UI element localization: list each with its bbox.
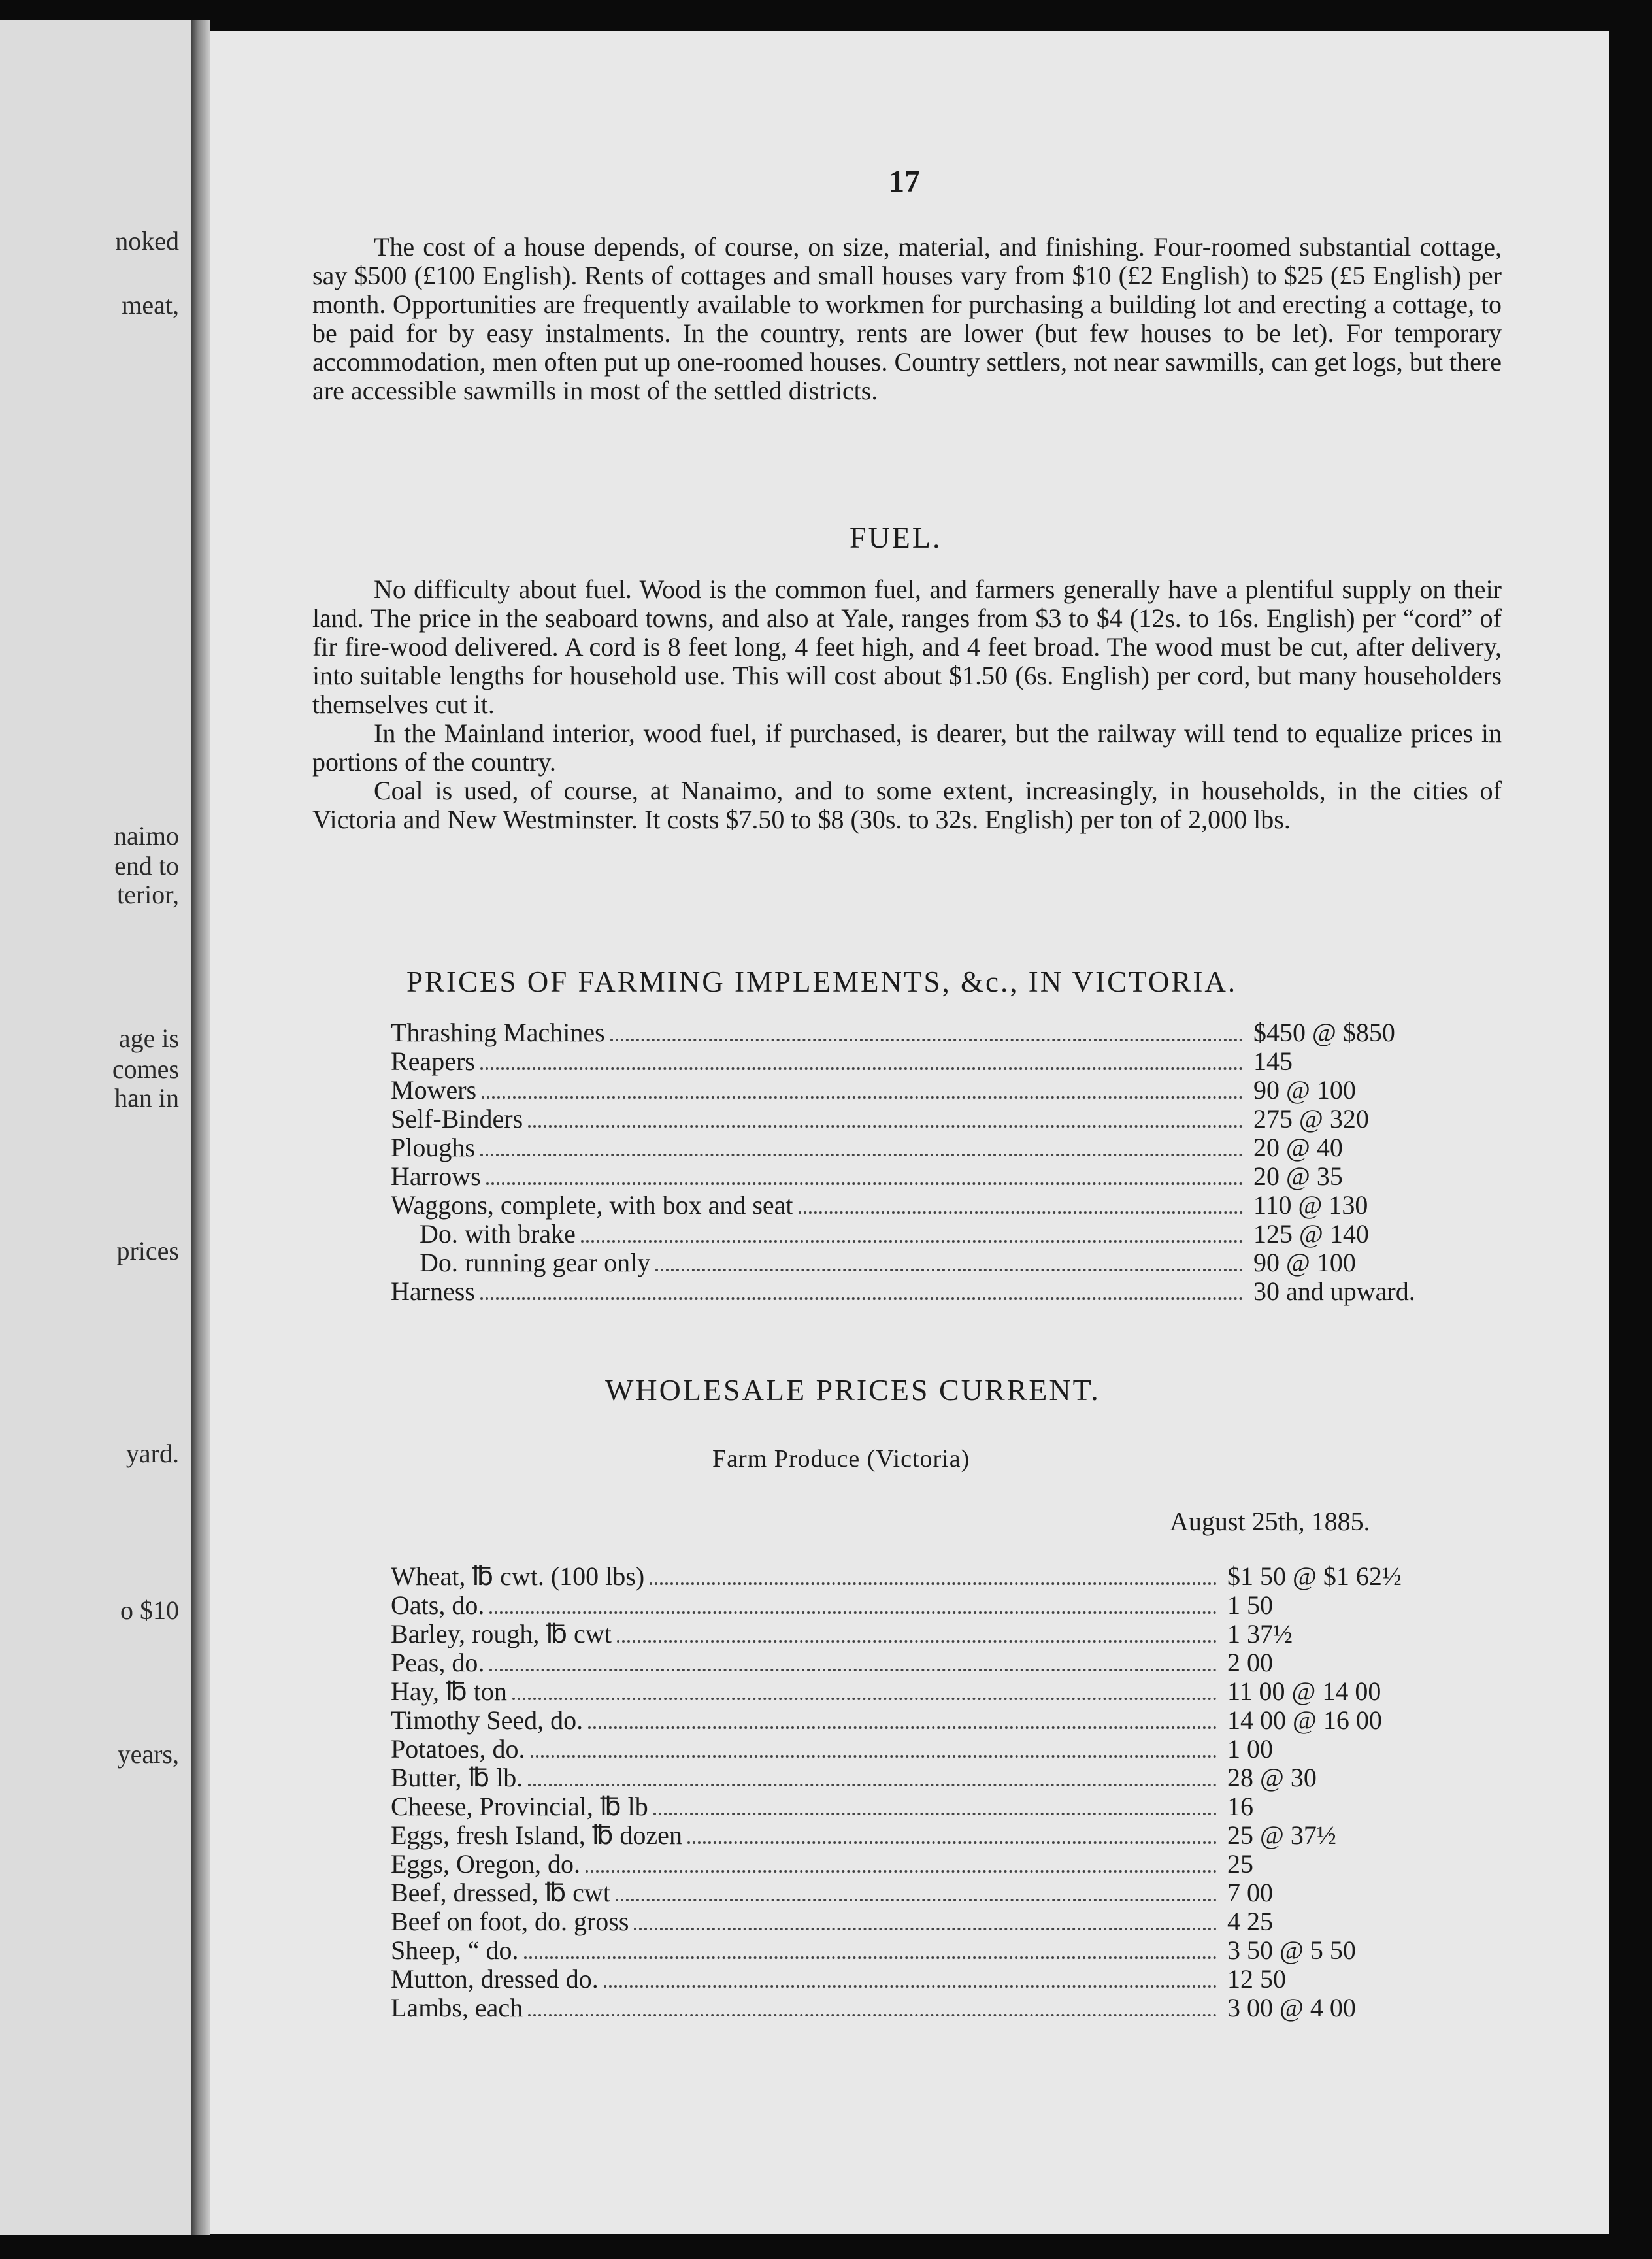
fuel-section xyxy=(312,575,1502,834)
item-label: Harness xyxy=(391,1277,475,1306)
price-row xyxy=(391,1647,1502,1676)
wholesale-date: August 25th, 1885. xyxy=(1170,1507,1370,1536)
item-label: Do. with brake xyxy=(420,1219,576,1248)
item-label: Mowers xyxy=(391,1075,477,1105)
item-label: Potatoes, do. xyxy=(391,1734,525,1764)
dot-leader xyxy=(528,1125,1243,1128)
dot-leader xyxy=(528,1784,1217,1786)
item-price: 3 50 @ 5 50 xyxy=(1227,1935,1356,1965)
item-label: Reapers xyxy=(391,1046,475,1076)
dot-leader xyxy=(687,1841,1217,1844)
left-page-fragment: meat, xyxy=(122,290,179,320)
left-page-fragment: han in xyxy=(114,1083,179,1113)
item-label: Timothy Seed, do. xyxy=(391,1705,584,1735)
implements-heading: PRICES OF FARMING IMPLEMENTS, &c., IN VICTORIA. xyxy=(406,965,1238,998)
item-label: Mutton, dressed do. xyxy=(391,1964,599,1994)
price-row xyxy=(391,1877,1502,1906)
dot-leader xyxy=(480,1297,1243,1300)
item-label: Wheat, ℔ cwt. (100 lbs) xyxy=(391,1562,645,1591)
item-label: Eggs, fresh Island, ℔ dozen xyxy=(391,1820,682,1850)
item-label: Do. running gear only xyxy=(420,1248,651,1277)
price-row xyxy=(391,1762,1502,1791)
price-row xyxy=(391,1046,1502,1075)
item-price: 16 xyxy=(1227,1792,1253,1821)
item-label: Beef, dressed, ℔ cwt xyxy=(391,1878,610,1907)
item-label: Cheese, Provincial, ℔ lb xyxy=(391,1792,648,1821)
dot-leader xyxy=(653,1813,1217,1815)
price-row xyxy=(391,1590,1502,1618)
item-price: 1 50 xyxy=(1227,1590,1273,1620)
left-page-fragment: prices xyxy=(116,1236,179,1265)
page-number: 17 xyxy=(889,164,920,199)
item-price: 145 xyxy=(1253,1046,1293,1076)
item-price: 14 00 @ 16 00 xyxy=(1227,1705,1382,1735)
price-row xyxy=(391,1103,1502,1132)
left-page-fragment: terior, xyxy=(116,880,179,909)
item-label: Beef on foot, do. gross xyxy=(391,1907,629,1936)
item-price: 25 @ 37½ xyxy=(1227,1820,1336,1850)
dot-leader xyxy=(480,1067,1243,1070)
dot-leader xyxy=(610,1039,1243,1041)
price-row xyxy=(391,1161,1502,1190)
fuel-heading: FUEL. xyxy=(850,521,942,554)
wholesale-subheading: Farm Produce (Victoria) xyxy=(712,1445,970,1473)
price-row xyxy=(391,1733,1502,1762)
price-row xyxy=(391,1017,1502,1046)
book-gutter xyxy=(191,20,210,2235)
price-row xyxy=(391,1849,1502,1877)
left-page-fragment: noked xyxy=(115,226,179,256)
item-label: Thrashing Machines xyxy=(391,1018,605,1047)
left-page-fragment: yard. xyxy=(125,1439,179,1468)
dot-leader xyxy=(650,1582,1217,1585)
price-row xyxy=(391,1247,1502,1276)
item-price: 2 00 xyxy=(1227,1648,1273,1677)
item-price: 275 @ 320 xyxy=(1253,1104,1369,1133)
left-page-fragment: end to xyxy=(114,851,179,880)
housing-paragraph xyxy=(312,233,1502,405)
fuel-paragraph: Coal is used, of course, at Nanaimo, and to some extent, increasingly, in households, in the cities of Victoria and New Westminster. It costs $7.50 to $8 (30s. to 32s. English) per ton of 2,000 lbs. xyxy=(312,776,1502,834)
left-page-edge xyxy=(0,20,195,2235)
item-price: $450 @ $850 xyxy=(1253,1018,1395,1047)
item-price: 3 00 @ 4 00 xyxy=(1227,1993,1356,2022)
dot-leader xyxy=(489,1611,1217,1614)
item-price: 25 xyxy=(1227,1849,1253,1879)
item-label: Harrows xyxy=(391,1162,481,1191)
item-label: Barley, rough, ℔ cwt xyxy=(391,1619,612,1648)
dot-leader xyxy=(581,1240,1243,1243)
item-label: Waggons, complete, with box and seat xyxy=(391,1190,793,1220)
price-row xyxy=(391,1218,1502,1247)
price-row xyxy=(391,1132,1502,1161)
left-page-fragment: comes xyxy=(112,1054,179,1084)
left-page-fragment: naimo xyxy=(114,821,179,850)
price-row xyxy=(391,1561,1502,1590)
item-label: Oats, do. xyxy=(391,1590,485,1620)
price-row xyxy=(391,1791,1502,1820)
item-label: Peas, do. xyxy=(391,1648,485,1677)
price-row xyxy=(391,1906,1502,1935)
item-price: 20 @ 40 xyxy=(1253,1133,1343,1162)
dot-leader xyxy=(799,1211,1243,1214)
item-price: $1 50 @ $1 62½ xyxy=(1227,1562,1402,1591)
item-price: 125 @ 140 xyxy=(1253,1219,1369,1248)
dot-leader xyxy=(655,1269,1243,1271)
item-price: 30 and upward. xyxy=(1253,1277,1415,1306)
dot-leader xyxy=(531,1755,1217,1758)
dot-leader xyxy=(528,2014,1217,2016)
item-price: 1 37½ xyxy=(1227,1619,1293,1648)
price-row xyxy=(391,1190,1502,1218)
dot-leader xyxy=(489,1669,1217,1671)
dot-leader xyxy=(616,1899,1217,1901)
price-row xyxy=(391,1935,1502,1964)
dot-leader xyxy=(617,1640,1217,1643)
price-row xyxy=(391,1676,1502,1705)
price-row xyxy=(391,1964,1502,1992)
item-label: Butter, ℔ lb. xyxy=(391,1763,523,1792)
price-row xyxy=(391,1618,1502,1647)
item-price: 1 00 xyxy=(1227,1734,1273,1764)
left-page-fragment: age is xyxy=(118,1024,179,1053)
left-page-fragment: o $10 xyxy=(120,1596,179,1625)
item-price: 11 00 @ 14 00 xyxy=(1227,1677,1381,1706)
item-label: Self-Binders xyxy=(391,1104,523,1133)
implements-price-table xyxy=(391,1017,1502,1305)
item-label: Eggs, Oregon, do. xyxy=(391,1849,580,1879)
wholesale-price-table xyxy=(391,1561,1502,2021)
item-label: Lambs, each xyxy=(391,1993,523,2022)
dot-leader xyxy=(588,1726,1217,1729)
item-price: 7 00 xyxy=(1227,1878,1273,1907)
dot-leader xyxy=(512,1698,1217,1700)
dot-leader xyxy=(480,1154,1243,1156)
item-price: 12 50 xyxy=(1227,1964,1286,1994)
item-label: Sheep, “ do. xyxy=(391,1935,519,1965)
price-row xyxy=(391,1705,1502,1733)
item-price: 20 @ 35 xyxy=(1253,1162,1343,1191)
price-row xyxy=(391,1276,1502,1305)
item-label: Ploughs xyxy=(391,1133,475,1162)
left-page-fragment: years, xyxy=(117,1739,179,1769)
item-price: 110 @ 130 xyxy=(1253,1190,1368,1220)
fuel-paragraph: In the Mainland interior, wood fuel, if purchased, is dearer, but the railway will tend to equalize prices in portions of the country. xyxy=(312,718,1502,777)
dot-leader xyxy=(604,1985,1217,1988)
price-row xyxy=(391,1820,1502,1849)
dot-leader xyxy=(486,1182,1243,1185)
dot-leader xyxy=(524,1956,1217,1959)
item-price: 90 @ 100 xyxy=(1253,1075,1356,1105)
item-label: Hay, ℔ ton xyxy=(391,1677,507,1706)
price-row xyxy=(391,1992,1502,2021)
fuel-paragraph: No difficulty about fuel. Wood is the common fuel, and farmers generally have a plentiful supply on their land. The price in the seaboard towns, and also at Yale, ranges from $3 to $4 (12s. to 16s. English) per “cord” of fir fire-wood delivered. A cord is 8 feet long, 4 feet high, and 4 feet broad. The wood must be cut, after delivery, into suitable lengths for household use. This will cost about $1.50 (6s. English) per cord, but many householders themselves cut it. xyxy=(312,575,1502,719)
item-price: 90 @ 100 xyxy=(1253,1248,1356,1277)
housing-text: The cost of a house depends, of course, on size, material, and finishing. Four-roomed substantial cottage, say $500 (£100 English). Rents of cottages and small houses vary from $10 (£2 English) to $25 (£5 English) per month. Opportunities are frequently available to workmen for purchasing a building lot and erecting a cottage, to be paid for by easy instalments. In the country, rents are lower (but few houses to be let). For temporary accommodation, men often put up one-roomed houses. Country settlers, not near sawmills, can get logs, but there are accessible sawmills in most of the settled districts. xyxy=(312,232,1502,405)
dot-leader xyxy=(482,1096,1243,1099)
item-price: 4 25 xyxy=(1227,1907,1273,1936)
wholesale-heading: WHOLESALE PRICES CURRENT. xyxy=(605,1373,1100,1407)
dot-leader xyxy=(586,1870,1217,1873)
price-row xyxy=(391,1075,1502,1103)
dot-leader xyxy=(634,1928,1217,1930)
item-price: 28 @ 30 xyxy=(1227,1763,1317,1792)
